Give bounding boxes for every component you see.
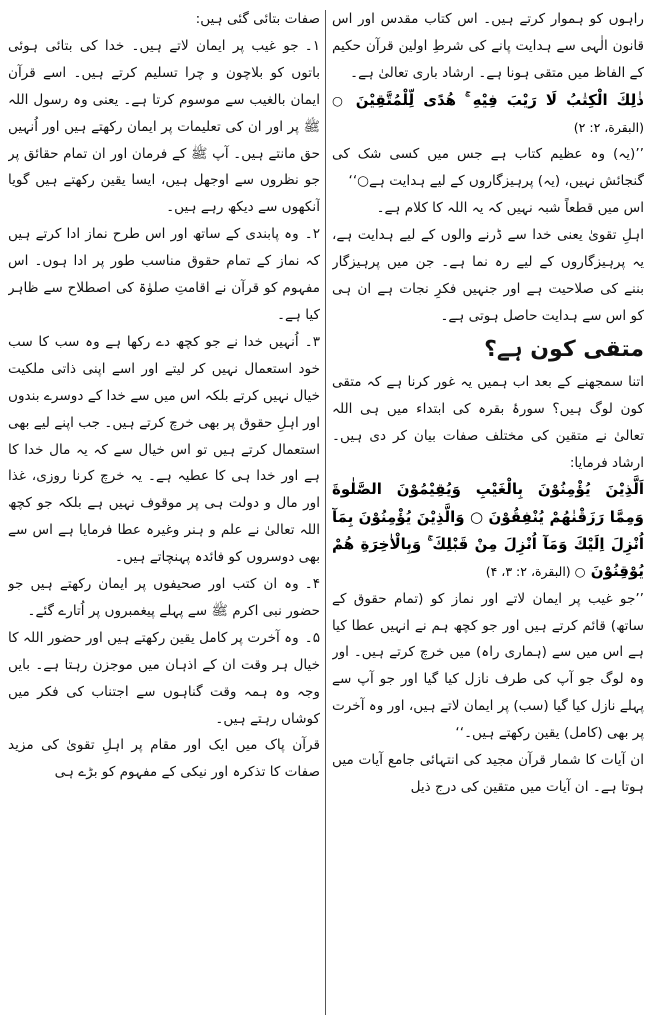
list-item-text: وہ آخرت پر کامل یقین رکھتے ہیں اور حضور اللہ کا خیال ہر وقت ان کے اذہان میں موجزن رہتا ہے۔ بایں وجہ وہ ہمہ وقت گناہوں سے اجتناب کی فکر میں کوشاں رہتے ہیں۔	[8, 629, 320, 727]
verse-reference: ○ (البقرة، ۲: ۳، ۴)	[485, 564, 586, 580]
paragraph: اہلِ تقویٰ یعنی خدا سے ڈرنے والوں کے لیے ہدایت ہے، یہ پرہیزگاروں کے لیے رہ نما ہے۔ جن میں پرہیزگار بننے کی صلاحیت ہے اور جنہیں فکرِ نجات ہے ان ہی کو اس سے ہدایت حاصل ہوتی ہے۔	[332, 227, 644, 324]
paragraph: ان آیات کا شمار قرآن مجید کی انتہائی جامع آیات میں ہوتا ہے۔ ان آیات میں متقین کی درج ذیل	[332, 752, 644, 795]
list-item	[8, 33, 320, 221]
section-heading: متقی کون ہے؟	[484, 336, 644, 362]
list-item-text: اُنہیں خدا نے جو کچھ دے رکھا ہے وہ سب کا سب خود استعمال نہیں کر لیتے اور اسے اپنی ذاتی ملکیت خیال نہیں کرتے بلکہ اس میں سے خدا کے دوسرے بندوں اور اہلِ حقوق پر بھی خرچ کرتے ہیں۔ جب اپنے لیے بھی استعمال کرتے ہیں تو اس خیال سے کہ یہ مال خدا کا ہے اور خدا ہی کا عطیہ ہے۔ یہ خرچ کرنا روزی، غذا اور مال و دولت ہی پر موقوف نہیں ہے بلکہ جو کچھ اللہ تعالیٰ نے علم و ہنر وغیرہ عطا فرمایا ہے اس سے بھی دوسروں کو فائدہ پہنچاتے ہیں۔	[8, 333, 320, 566]
list-item	[8, 221, 320, 329]
paragraph: راہوں کو ہموار کرتے ہیں۔ اس کتاب مقدس اور اس قانون الٰہی سے ہدایت پانے کی شرطِ اولین قرآن حکیم کے الفاظ میں متقی ہونا ہے۔ ارشاد باری تعالیٰ ہے۔	[332, 11, 644, 81]
list-item	[8, 625, 320, 733]
list-item-number: ۳۔	[304, 333, 320, 350]
paragraph: اس میں قطعاً شبہ نہیں کہ یہ اللہ کا کلام ہے۔	[376, 200, 644, 217]
list-item-number: ۲۔	[304, 226, 320, 243]
verse-translation: ’’جو غیب پر ایمان لاتے اور نماز کو (تمام حقوق کے ساتھ) قائم کرتے ہیں اور جو کچھ ہم نے انہیں عطا کیا ہے اس میں سے (ہماری راہ) میں خرچ کرتے ہیں۔ اور وہ لوگ جو آپ کی طرف نازل کیا گیا اور جو آپ سے پہلے نازل کیا گیا (سب) پر ایمان لاتے ہیں، اور وہ آخرت پر بھی (کامل) یقین رکھتے ہیں۔‘‘	[332, 590, 644, 742]
verse-text: اَلَّذِيْنَ يُؤْمِنُوْنَ بِالْغَيْبِ وَيُقِيْمُوْنَ الصَّلٰوةَ وَمِمَّا رَزَقْنٰهُمْ يُنْفِقُوْنَ ○ وَالَّذِيْنَ يُؤْمِنُوْنَ بِمَآ اُنْزِلَ اِلَيْكَ وَمَآ اُنْزِلَ مِنْ قَبْلِكَ ۚ وَبِالْاٰخِرَةِ هُمْ يُوْقِنُوْنَ	[332, 480, 644, 581]
list-item-text: وہ ان کتب اور صحیفوں پر ایمان رکھتے ہیں جو حضور نبی اکرم ﷺ سے پہلے پیغمبروں پر اُتارے گئے۔	[8, 576, 320, 619]
quran-verse	[332, 87, 644, 142]
list-item-text: وہ پابندی کے ساتھ اور اس طرح نماز ادا کرتے ہیں کہ نماز کے تمام حقوق مناسب طور پر ادا ہوں۔ اس مفہوم کو قرآن نے اقامتِ صلوٰۃ کی اصطلاح سے ظاہر کیا ہے۔	[8, 226, 320, 323]
verse-translation: ’’(یہ) وہ عظیم کتاب ہے جس میں کسی شک کی گنجائش نہیں، (یہ) پرہیزگاروں کے لیے ہدایت ہے○‘‘	[332, 146, 644, 190]
list-item-number: ۵۔	[304, 629, 320, 646]
verse-text: ذٰلِكَ الْكِتٰبُ لَا رَيْبَ فِيْهِ ۚ هُدًى لِّلْمُتَّقِيْنَ	[355, 90, 644, 109]
list-item-number: ۱۔	[304, 37, 320, 54]
column-divider	[320, 6, 332, 1019]
list-item-number: ۴۔	[304, 576, 320, 593]
paragraph: قرآن پاک میں ایک اور مقام پر اہلِ تقویٰ کی مزید صفات کا تذکرہ اور نیکی کے مفہوم کو بڑے ہی	[8, 737, 320, 781]
list-item	[8, 571, 320, 625]
paragraph: اتنا سمجھنے کے بعد اب ہمیں یہ غور کرنا ہے کہ متقی کون لوگ ہیں؟ سورۂ بقرہ کی ابتداء میں ہی اللہ تعالیٰ نے متقین کی مختلف صفات بیان کر دی ہیں۔ ارشاد فرمایا:	[332, 373, 644, 471]
list-item	[8, 329, 320, 571]
list-item-text: جو غیب پر ایمان لاتے ہیں۔ خدا کی بتائی ہوئی باتوں کو بلاچون و چرا تسلیم کرتے ہیں۔ اسے قرآن ایمان بالغیب سے موسوم کرتا ہے۔ یعنی وہ رسول اللہ ﷺ پر اور ان کی تعلیمات پر ایمان رکھتے ہیں اور اُنہیں حق مانتے ہیں۔ آپ ﷺ کے فرمان اور ان تمام حقائق پر جو نظروں سے اوجھل ہیں، ایسا یقین رکھتے ہیں گویا آنکھوں سے دیکھ رہے ہیں۔	[8, 37, 320, 216]
list-intro: صفات بتائی گئی ہیں:	[195, 11, 320, 27]
right-column	[332, 6, 644, 1019]
left-column	[8, 6, 320, 1019]
verse-reference: ○ (البقرة، ۲: ۲)	[332, 92, 644, 136]
quran-verse	[332, 476, 644, 585]
